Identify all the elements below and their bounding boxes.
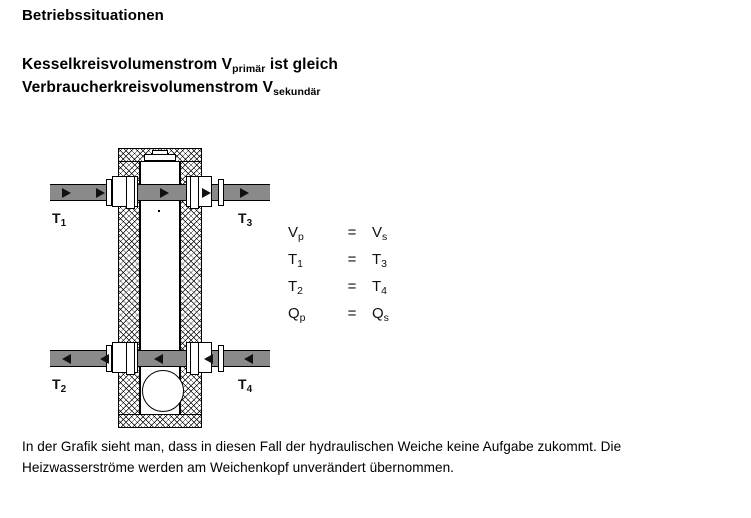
subtitle-line-1-sub: primär: [232, 63, 266, 75]
equation-rhs-sub: s: [382, 231, 388, 243]
subtitle-line-2-pre: Verbraucherkreisvolumenstrom V: [22, 79, 274, 96]
equation-lhs-sub: 2: [297, 285, 304, 297]
label-t1-main: T: [52, 210, 61, 226]
equation-operator: =: [347, 251, 357, 268]
flange-top-left: [126, 176, 135, 209]
equation-lhs-main: Q: [288, 305, 300, 322]
flange-outer-top-right: [218, 179, 224, 206]
label-t2-main: T: [52, 376, 61, 392]
equation-lhs: [288, 301, 332, 328]
equation-lhs-main: T: [288, 251, 298, 268]
equation-lhs-sub: p: [299, 312, 306, 324]
equation-rhs-sub: s: [383, 312, 389, 324]
equation-table: [288, 220, 389, 328]
label-t4-sub: 4: [246, 384, 253, 395]
equation-lhs-main: V: [288, 224, 299, 241]
equation-lhs-sub: p: [298, 231, 304, 243]
top-cap-vent: [152, 150, 168, 155]
flow-arrow-top-right-2-icon: [240, 188, 249, 198]
flow-arrow-top-left-2-icon: [96, 188, 105, 198]
equation-rhs: [372, 301, 389, 328]
equation-lhs-sub: 1: [297, 258, 304, 270]
equation-lhs: [288, 247, 332, 274]
label-t3: [238, 210, 253, 229]
subtitle-line-1-pre: Kesselkreisvolumenstrom V: [22, 56, 233, 73]
label-t1: [52, 210, 67, 229]
label-t1-sub: 1: [60, 218, 67, 229]
flow-arrow-bottom-mid-icon: [154, 354, 163, 364]
top-cap-detail: [144, 154, 176, 161]
subtitle-line-1-post: ist gleich: [265, 56, 338, 73]
label-t4: [238, 376, 253, 395]
equation-row: [288, 220, 389, 247]
flow-arrow-top-mid-icon: [160, 188, 169, 198]
flow-arrow-bottom-left-icon: [62, 354, 71, 364]
equation-row: [288, 301, 389, 328]
flange-outer-bottom-right: [218, 345, 224, 372]
equation-rhs-sub: 3: [381, 258, 388, 270]
equation-list: [288, 220, 389, 328]
equation-rhs-main: T: [372, 251, 382, 268]
label-t2: [52, 376, 67, 395]
subtitle: [22, 54, 338, 100]
lower-chamber-circle: [142, 370, 184, 412]
page-title: Betriebssituationen: [22, 7, 164, 24]
equation-rhs-main: Q: [372, 305, 384, 322]
subtitle-line-2-sub: sekundär: [273, 86, 321, 98]
equation-operator: =: [347, 305, 357, 322]
equation-lhs-main: T: [288, 278, 298, 295]
shell-wall-bottom: [118, 414, 202, 428]
equation-lhs: [288, 274, 332, 301]
flow-arrow-top-left-icon: [62, 188, 71, 198]
equation-operator: =: [347, 278, 357, 295]
equation-rhs: [372, 274, 389, 301]
equation-row: [288, 247, 389, 274]
flange-top-right: [190, 176, 199, 209]
equation-lhs: [288, 220, 332, 247]
equation-rhs-main: V: [372, 224, 383, 241]
flange-bottom-right: [190, 342, 199, 375]
body-paragraph: In der Grafik sieht man, dass in diesen Fall der hydraulischen Weiche keine Aufgabe zukommt. Die Heizwasserströme werden am Weichenkopf unverändert übernommen.: [22, 439, 622, 475]
flow-arrow-top-right-icon: [202, 188, 211, 198]
label-t3-sub: 3: [246, 218, 253, 229]
flow-arrow-bottom-left-2-icon: [100, 354, 109, 364]
label-t3-main: T: [238, 210, 247, 226]
equation-operator: =: [347, 224, 357, 241]
equation-rhs: [372, 247, 389, 274]
equation-rhs-main: T: [372, 278, 382, 295]
label-t4-main: T: [238, 376, 247, 392]
flange-bottom-left: [126, 342, 135, 375]
label-t2-sub: 2: [60, 384, 67, 395]
flow-arrow-bottom-right-2-icon: [244, 354, 253, 364]
flow-arrow-bottom-right-icon: [204, 354, 213, 364]
subtitle-line-1: [22, 54, 338, 77]
subtitle-line-2: [22, 77, 338, 100]
flange-outer-top-left: [106, 179, 112, 206]
equation-rhs: [372, 220, 389, 247]
hydraulic-separator-diagram: [40, 148, 290, 428]
equation-row: [288, 274, 389, 301]
center-mark: [158, 210, 160, 212]
equation-rhs-sub: 4: [381, 285, 388, 297]
